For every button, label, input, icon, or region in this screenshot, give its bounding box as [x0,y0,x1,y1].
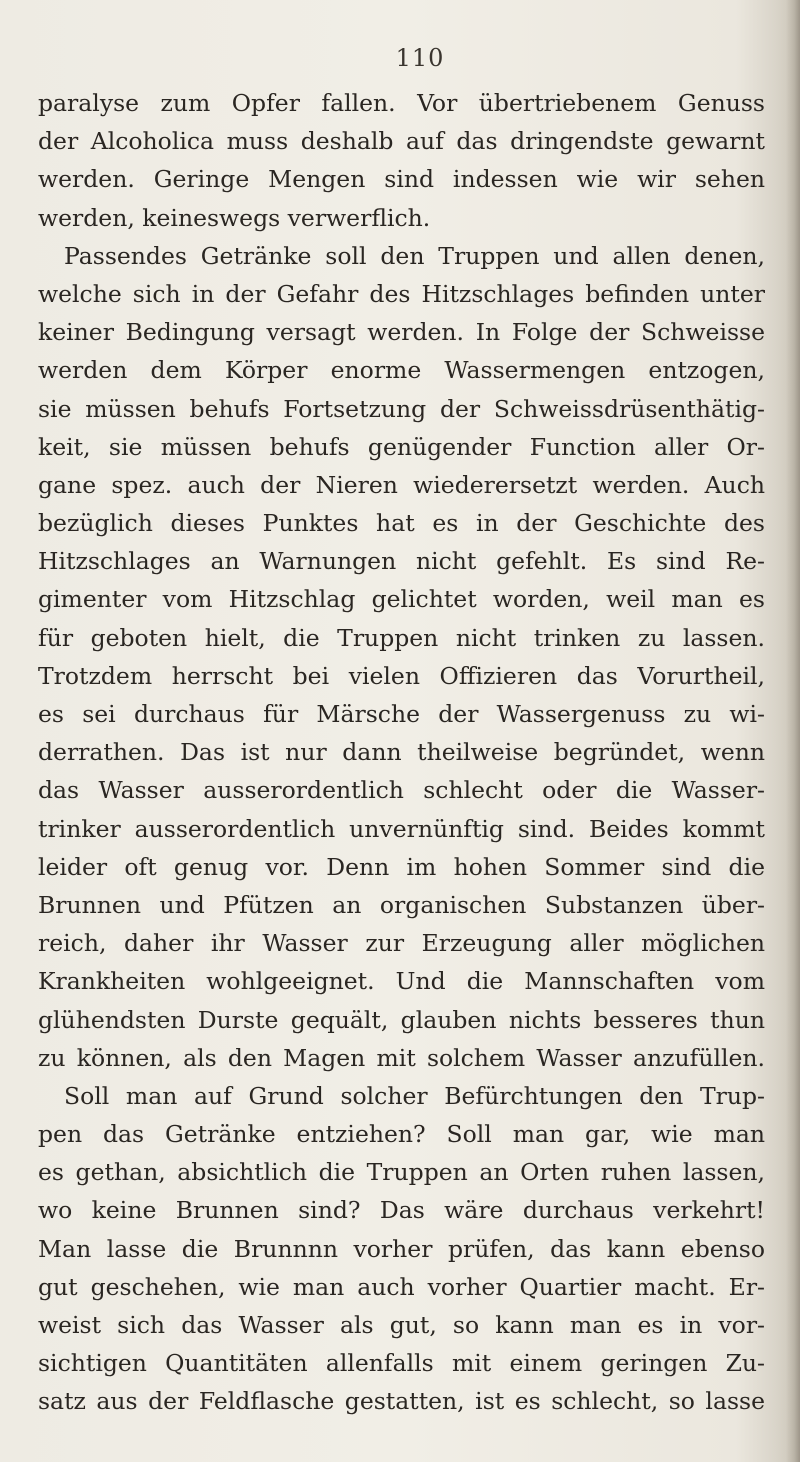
text-line: Soll man auf Grund solcher Befürchtungen den Trup- [64,1081,765,1110]
text-line: bezüglich dieses Punktes hat es in der Geschichte des [38,509,765,538]
text-line: keiner Bedingung versagt werden. In Folge der Schweisse [38,318,765,347]
text-line: wo keine Brunnen sind? Das wäre durchaus verkehrt! [38,1196,765,1225]
text-line: pen das Getränke entziehen? Soll man gar, wie man [38,1120,765,1149]
text-line: Trotzdem herrscht bei vielen Offizieren das Vorurtheil, [38,661,765,690]
text-line: reich, daher ihr Wasser zur Erzeugung aller möglichen [38,929,765,958]
text-line: trinker ausserordentlich unvernünftig sind. Beides kommt [38,814,765,843]
text-line: sie müssen behufs Fortsetzung der Schweissdrüsenthätig- [38,394,765,423]
text-line: Man lasse die Brunnnn vorher prüfen, das kann ebenso [38,1234,765,1263]
text-line: paralyse zum Opfer fallen. Vor übertriebenem Genuss [38,89,765,117]
text-line: Brunnen und Pfützen an organischen Substanzen über- [38,890,765,919]
text-line: leider oft genug vor. Denn im hohen Sommer sind die [38,852,765,881]
text-line: gimenter vom Hitzschlag gelichtet worden, weil man es [38,585,765,614]
text-line: satz aus der Feldflasche gestatten, ist es schlecht, so lasse [38,1387,765,1416]
text-line: welche sich in der Gefahr des Hitzschlages befinden unter [38,279,765,308]
page-number: 110 [395,44,445,72]
text-line: es sei durchaus für Märsche der Wassergenuss zu wi- [38,700,765,728]
text-line: werden. Geringe Mengen sind indessen wie wir sehen [38,165,765,194]
body-text [38,84,765,1421]
text-line: sichtigen Quantitäten allenfalls mit einem geringen Zu- [38,1349,765,1378]
text-line: gane spez. auch der Nieren wiederersetzt werden. Auch [38,470,765,499]
text-line: derrathen. Das ist nur dann theilweise begründet, wenn [38,738,765,767]
text-line: Passendes Getränke soll den Truppen und allen denen, [64,241,765,270]
text-line: Krankheiten wohlgeeignet. Und die Mannschaften vom [38,967,765,996]
page-edge-shadow [786,0,800,1462]
text-line: werden, keineswegs verwerflich. [38,203,431,232]
text-line: werden dem Körper enorme Wassermengen entzogen, [38,356,765,385]
text-line: der Alcoholica muss deshalb auf das dringendste gewarnt [38,127,765,156]
text-line: für geboten hielt, die Truppen nicht trinken zu lassen. [38,623,765,652]
text-line: das Wasser ausserordentlich schlecht oder die Wasser- [38,776,765,805]
text-line: es gethan, absichtlich die Truppen an Orten ruhen lassen, [38,1158,765,1187]
text-line: glühendsten Durste gequält, glauben nichts besseres thun [38,1005,765,1034]
text-line: weist sich das Wasser als gut, so kann man es in vor- [38,1311,765,1339]
text-line: keit, sie müssen behufs genügender Function aller Or- [38,432,765,461]
text-line: zu können, als den Magen mit solchem Wasser anzufüllen. [38,1043,765,1072]
text-line: Hitzschlages an Warnungen nicht gefehlt. Es sind Re- [38,547,765,576]
text-line: gut geschehen, wie man auch vorher Quartier macht. Er- [38,1272,765,1301]
